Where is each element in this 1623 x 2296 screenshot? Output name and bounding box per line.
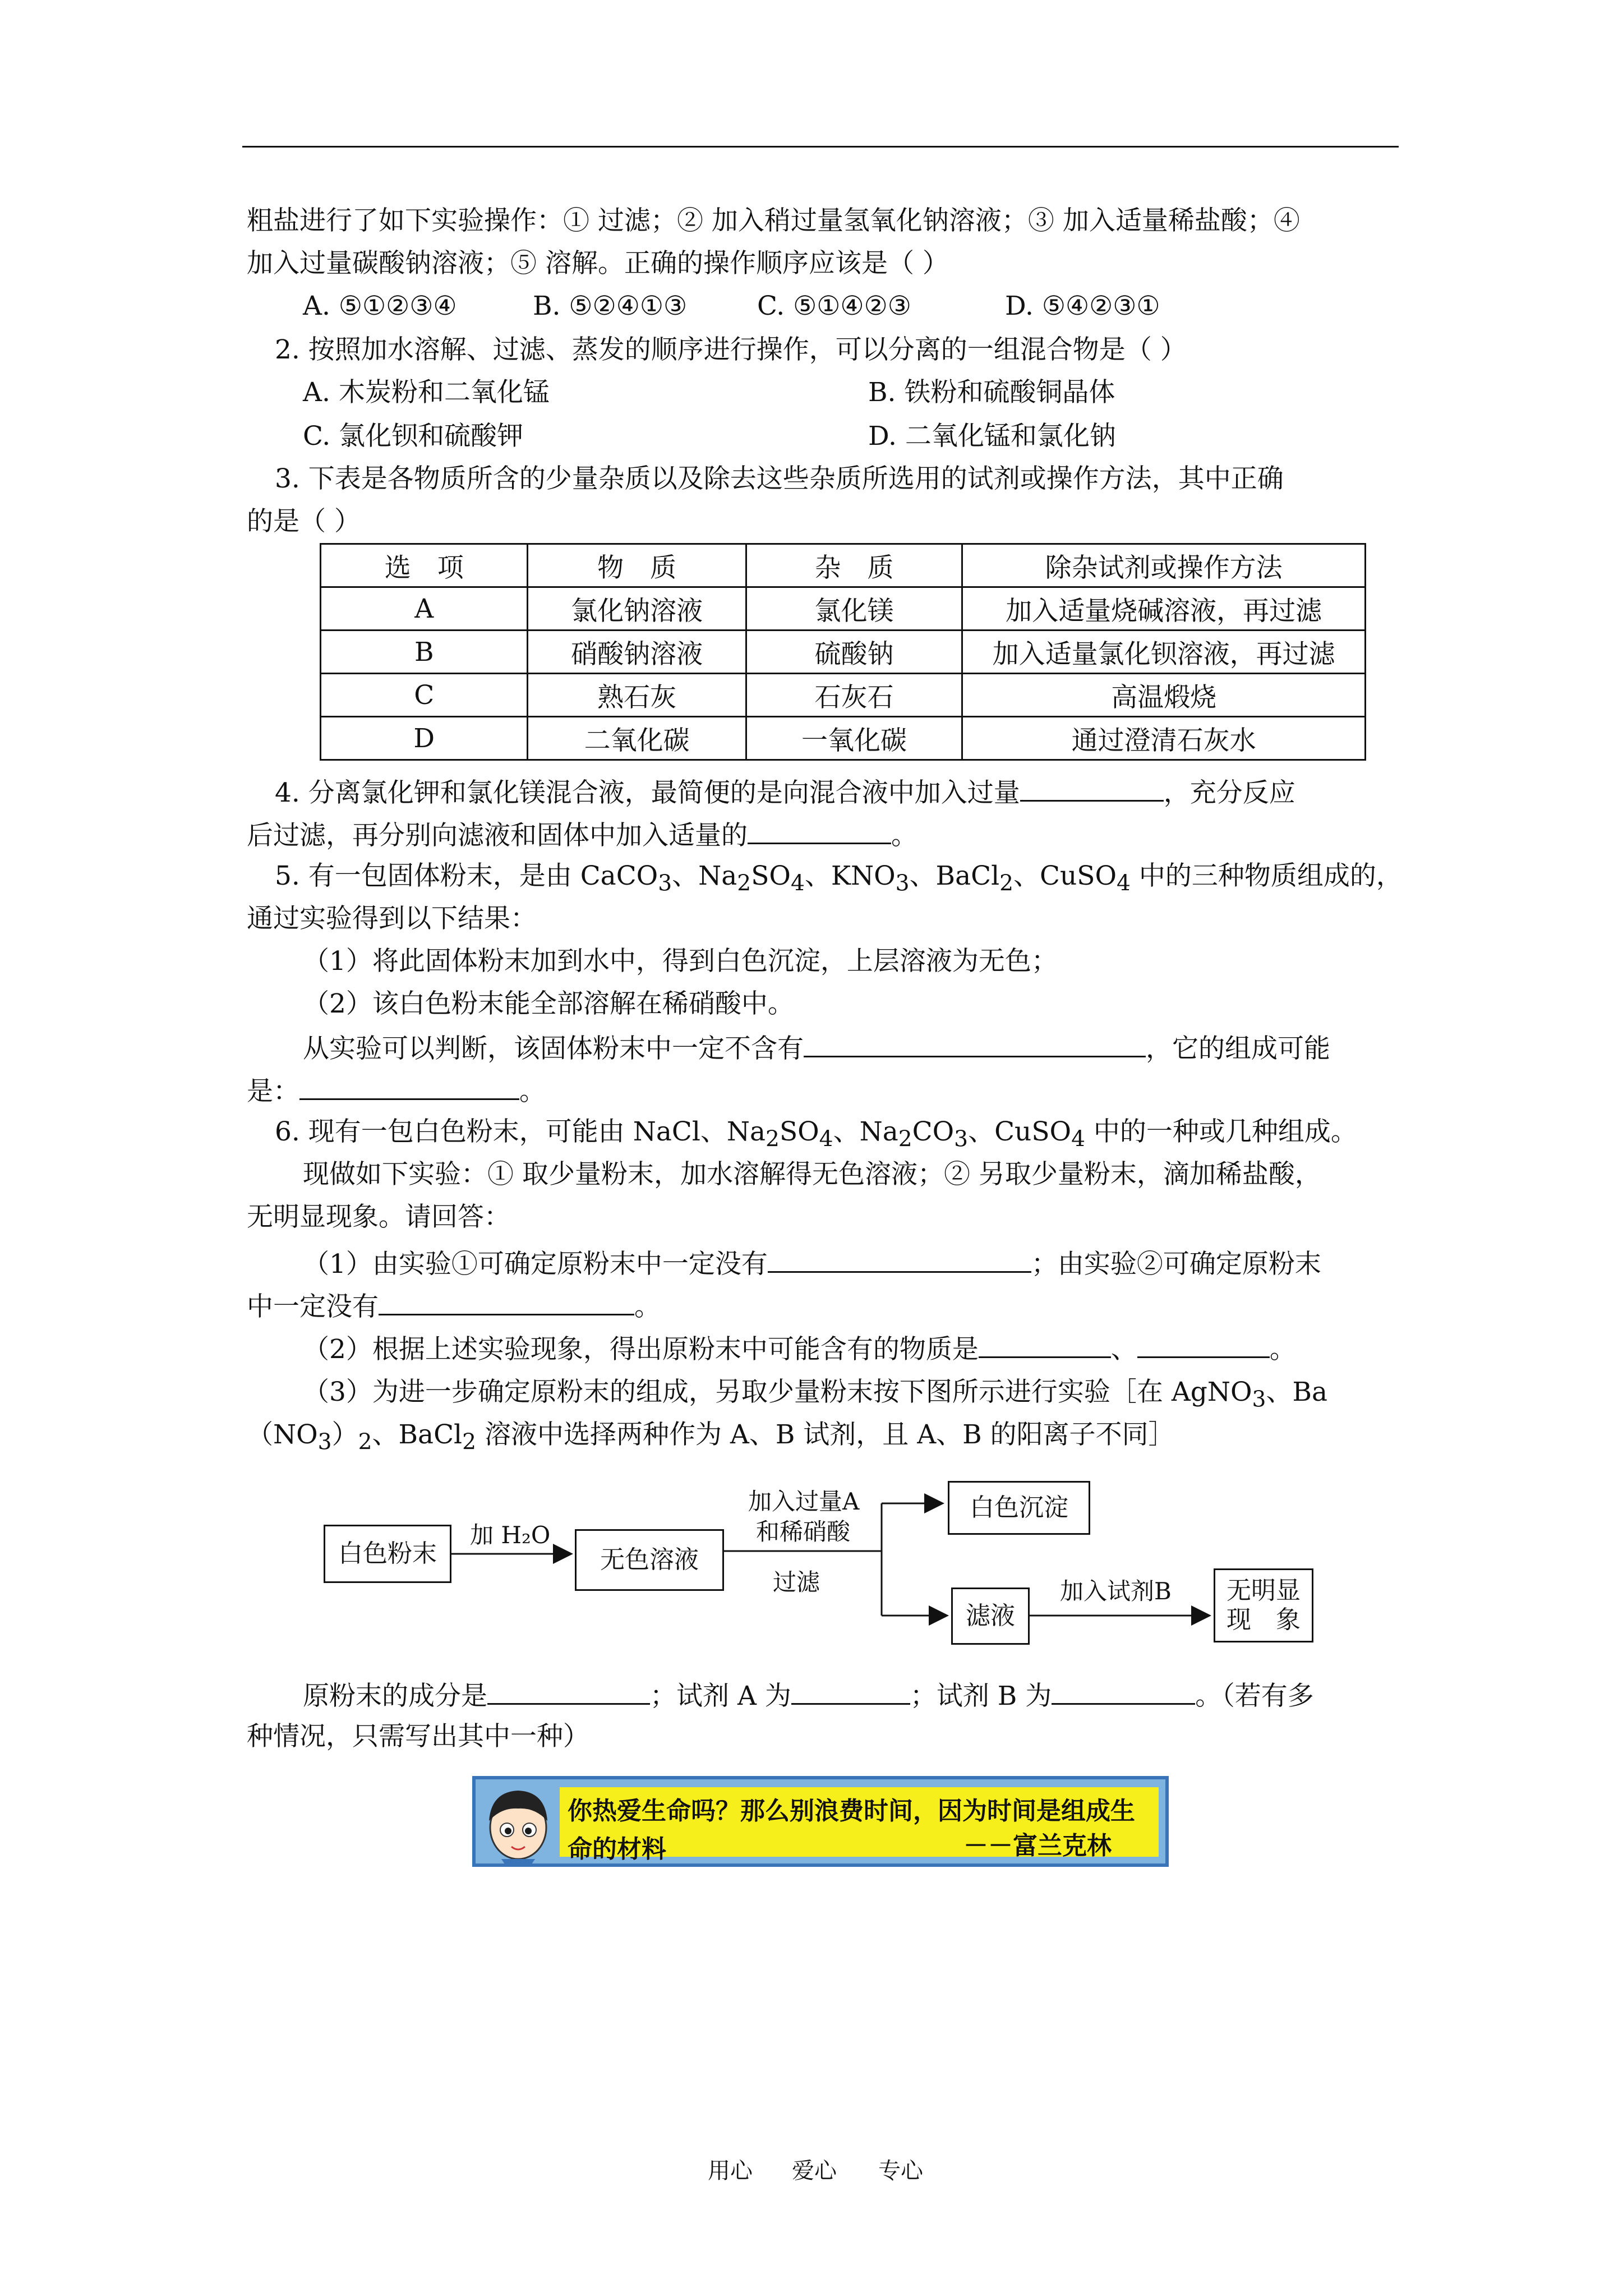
no-change-box [1214, 1568, 1313, 1642]
table-cell: 通过澄清石灰水 [962, 717, 1366, 760]
q4-line2 [247, 817, 917, 853]
q5-text: ，它的组成可能 [1146, 1033, 1330, 1064]
answer-blank[interactable] [1137, 1331, 1270, 1358]
subscript: 3 [658, 871, 672, 896]
impurity-table [320, 543, 1366, 761]
add-water-label: 加 H₂O [470, 1521, 551, 1549]
q6-text: ） [331, 1419, 358, 1450]
q5-text: 中的三种物质组成的， [1130, 861, 1403, 891]
table-row [321, 717, 1366, 760]
q5-text: 是： [247, 1076, 299, 1107]
q4-text: ，充分反应 [1163, 777, 1295, 808]
add-b-label: 加入试剂B [1060, 1577, 1172, 1605]
table-cell: 硝酸钠溶液 [528, 631, 746, 674]
q3-line1: 3. 下表是各物质所含的少量杂质以及除去这些杂质所选用的试剂或操作方法，其中正确 [275, 463, 1284, 494]
q1-option-d: D. ⑤④②③① [1005, 291, 1160, 321]
q6-text: （2）根据上述实验现象，得出原粉末中可能含有的物质是 [303, 1334, 979, 1365]
subscript: 4 [1117, 871, 1131, 896]
q6-text: 、 [1110, 1334, 1137, 1365]
q6-line5 [247, 1288, 661, 1324]
subscript: 4 [1071, 1126, 1085, 1152]
q5-line4: （2）该白色粉末能全部溶解在稀硝酸中。 [303, 988, 794, 1019]
answer-blank[interactable] [1020, 774, 1164, 802]
q1-line1: 粗盐进行了如下实验操作：① 过滤；② 加入稍过量氢氧化钠溶液；③ 加入适量稀盐酸；④ [247, 205, 1300, 236]
colorless-solution-box: 无色溶液 [575, 1529, 724, 1591]
q5-line5 [303, 1030, 1330, 1066]
white-precipitate-box: 白色沉淀 [948, 1481, 1090, 1535]
q6-text: 。 [634, 1291, 661, 1322]
q5-text: 5. 有一包固体粉末，是由 CaCO [275, 861, 658, 891]
q6-line4 [303, 1245, 1321, 1281]
table-cell: 一氧化碳 [746, 717, 962, 760]
subscript: 2 [358, 1429, 372, 1455]
q4-text: 。 [891, 820, 917, 851]
q6-text: SO [779, 1116, 819, 1147]
table-header-row [321, 544, 1366, 587]
table-cell: 加入适量烧碱溶液，再过滤 [962, 587, 1366, 631]
header-rule [242, 146, 1399, 148]
q6-text: 、BaCl [372, 1419, 463, 1450]
footer-word-3: 专心 [878, 2158, 923, 2184]
q4-text: 后过滤，再分别向滤液和固体中加入适量的 [247, 820, 748, 851]
subscript: 3 [954, 1126, 969, 1152]
banner-text-panel [560, 1787, 1159, 1864]
table-cell: 高温煅烧 [962, 674, 1366, 717]
q6-text: 、Na [833, 1116, 898, 1147]
table-row [321, 587, 1366, 631]
table-cell: 熟石灰 [528, 674, 746, 717]
subscript: 2 [898, 1126, 912, 1152]
q4-text: 4. 分离氯化钾和氯化镁混合液，最简便的是向混合液中加入过量 [275, 777, 1020, 808]
table-cell: 氯化钠溶液 [528, 587, 746, 631]
answer-blank[interactable] [748, 817, 891, 844]
q6-text: ；试剂 B 为 [910, 1681, 1052, 1711]
banner-line1: 你热爱生命吗？那么别浪费时间，因为时间是组成生 [568, 1797, 1135, 1825]
subscript: 3 [1252, 1387, 1266, 1412]
q1-option-a: A. ⑤①②③④ [303, 291, 457, 321]
subscript: 4 [790, 871, 805, 896]
banner-line2: 命的材料 [568, 1835, 666, 1864]
q6-text: 。（若有多 [1195, 1681, 1314, 1711]
q5-line6 [247, 1073, 546, 1108]
footer-word-1: 用心 [708, 2158, 753, 2184]
filtrate-box: 滤液 [951, 1588, 1030, 1645]
table-header-cell: 物 质 [528, 544, 746, 587]
q1-option-c: C. ⑤①④②③ [757, 291, 911, 321]
cartoon-boy-icon [479, 1782, 557, 1866]
q6-text: 原粉末的成分是 [303, 1681, 487, 1711]
q2-option-d: D. 二氧化锰和氯化钠 [868, 421, 1116, 452]
answer-blank[interactable] [487, 1677, 650, 1705]
answer-blank[interactable] [379, 1288, 634, 1315]
answer-blank[interactable] [1052, 1677, 1195, 1705]
table-header-cell: 选 项 [321, 544, 528, 587]
subscript: 2 [999, 871, 1014, 896]
q5-text: 、BaCl [909, 861, 1000, 891]
subscript: 3 [895, 871, 910, 896]
q6-text: 、Ba [1266, 1377, 1328, 1407]
q1-option-b: B. ⑤②④①③ [533, 291, 688, 321]
table-cell: 二氧化碳 [528, 717, 746, 760]
subscript: 2 [462, 1429, 476, 1455]
q5-line3: （1）将此固体粉末加到水中，得到白色沉淀，上层溶液为无色； [303, 946, 1058, 977]
q5-text: 从实验可以判断，该固体粉末中一定不含有 [303, 1033, 804, 1064]
q6-text: （3）为进一步确定原粉末的组成，另取少量粉末按下图所示进行实验［在 AgNO [303, 1377, 1252, 1407]
subscript: 2 [737, 871, 751, 896]
answer-blank[interactable] [791, 1677, 910, 1705]
add-a-label-1: 加入过量A [748, 1488, 860, 1515]
table-cell: 石灰石 [746, 674, 962, 717]
answer-blank[interactable] [299, 1073, 519, 1100]
subscript: 2 [766, 1126, 780, 1152]
white-powder-box: 白色粉末 [324, 1525, 451, 1583]
answer-blank[interactable] [804, 1030, 1146, 1057]
q2-stem: 2. 按照加水溶解、过滤、蒸发的顺序进行操作，可以分离的一组混合物是（ ） [275, 334, 1187, 365]
q5-text: 、CuSO [1013, 861, 1117, 891]
table-cell: A [321, 587, 528, 631]
q6-text: 中的一种或几种组成。 [1085, 1116, 1357, 1147]
q6-text: 6. 现有一包白色粉末，可能由 NaCl、Na [275, 1116, 766, 1147]
q6-line6 [303, 1331, 1296, 1366]
q2-option-c: C. 氯化钡和硫酸钾 [303, 421, 524, 452]
q6-line8 [247, 1418, 1175, 1459]
q6-text: CO [912, 1116, 955, 1147]
q6-line7 [303, 1375, 1327, 1416]
q6-text: ；由实验②可确定原粉末 [1031, 1249, 1321, 1280]
table-row [321, 674, 1366, 717]
table-cell: 硫酸钠 [746, 631, 962, 674]
answer-blank[interactable] [768, 1245, 1031, 1273]
quote-banner [472, 1776, 1169, 1867]
q6-text: 、CuSO [968, 1116, 1072, 1147]
q5-text: SO [751, 861, 791, 891]
table-cell: C [321, 674, 528, 717]
footer-word-2: 爱心 [792, 2158, 837, 2184]
q6-text: （NO [247, 1419, 318, 1450]
no-change-line2: 现 象 [1227, 1605, 1301, 1634]
q6-line2: 现做如下实验：① 取少量粉末，加水溶解得无色溶液；② 另取少量粉末，滴加稀盐酸， [303, 1159, 1321, 1190]
q3-line2: 的是（ ） [247, 506, 361, 537]
table-header-cell: 杂 质 [746, 544, 962, 587]
table-cell: 加入适量氯化钡溶液，再过滤 [962, 631, 1366, 674]
table-header-cell: 除杂试剂或操作方法 [962, 544, 1366, 587]
q2-option-b: B. 铁粉和硫酸铜晶体 [868, 377, 1115, 408]
subscript: 4 [819, 1126, 833, 1152]
table-cell: 氯化镁 [746, 587, 962, 631]
q6-text: ；试剂 A 为 [650, 1681, 791, 1711]
add-a-label-2: 和稀硝酸 [756, 1518, 851, 1545]
q5-text: 。 [519, 1076, 546, 1107]
q5-text: 、KNO [804, 861, 896, 891]
q5-line2: 通过实验得到以下结果： [247, 903, 537, 934]
q6-text: 。 [1269, 1334, 1296, 1365]
q6-answer-line [303, 1677, 1314, 1713]
q6-text: （1）由实验①可确定原粉末中一定没有 [303, 1249, 768, 1280]
q6-answer-line2: 种情况，只需写出其中一种） [247, 1721, 589, 1752]
q2-option-a: A. 木炭粉和二氧化锰 [303, 377, 550, 408]
answer-blank[interactable] [979, 1331, 1111, 1358]
q5-text: 、Na [672, 861, 737, 891]
no-change-line1: 无明显 [1227, 1576, 1301, 1605]
q6-text: 溶液中选择两种作为 A、B 试剂，且 A、B 的阳离子不同］ [476, 1419, 1175, 1450]
q1-line2: 加入过量碳酸钠溶液；⑤ 溶解。正确的操作顺序应该是（ ） [247, 248, 949, 279]
table-cell: B [321, 631, 528, 674]
table-cell: D [321, 717, 528, 760]
q4-line1 [275, 774, 1295, 810]
banner-author: －－富兰克林 [963, 1832, 1112, 1860]
table-row [321, 631, 1366, 674]
q6-line1 [275, 1115, 1357, 1156]
filter-label: 过滤 [773, 1568, 820, 1596]
q6-text: 中一定没有 [247, 1291, 379, 1322]
subscript: 3 [317, 1429, 332, 1455]
q5-line1 [275, 859, 1403, 900]
q6-line3: 无明显现象。请回答： [247, 1202, 510, 1232]
